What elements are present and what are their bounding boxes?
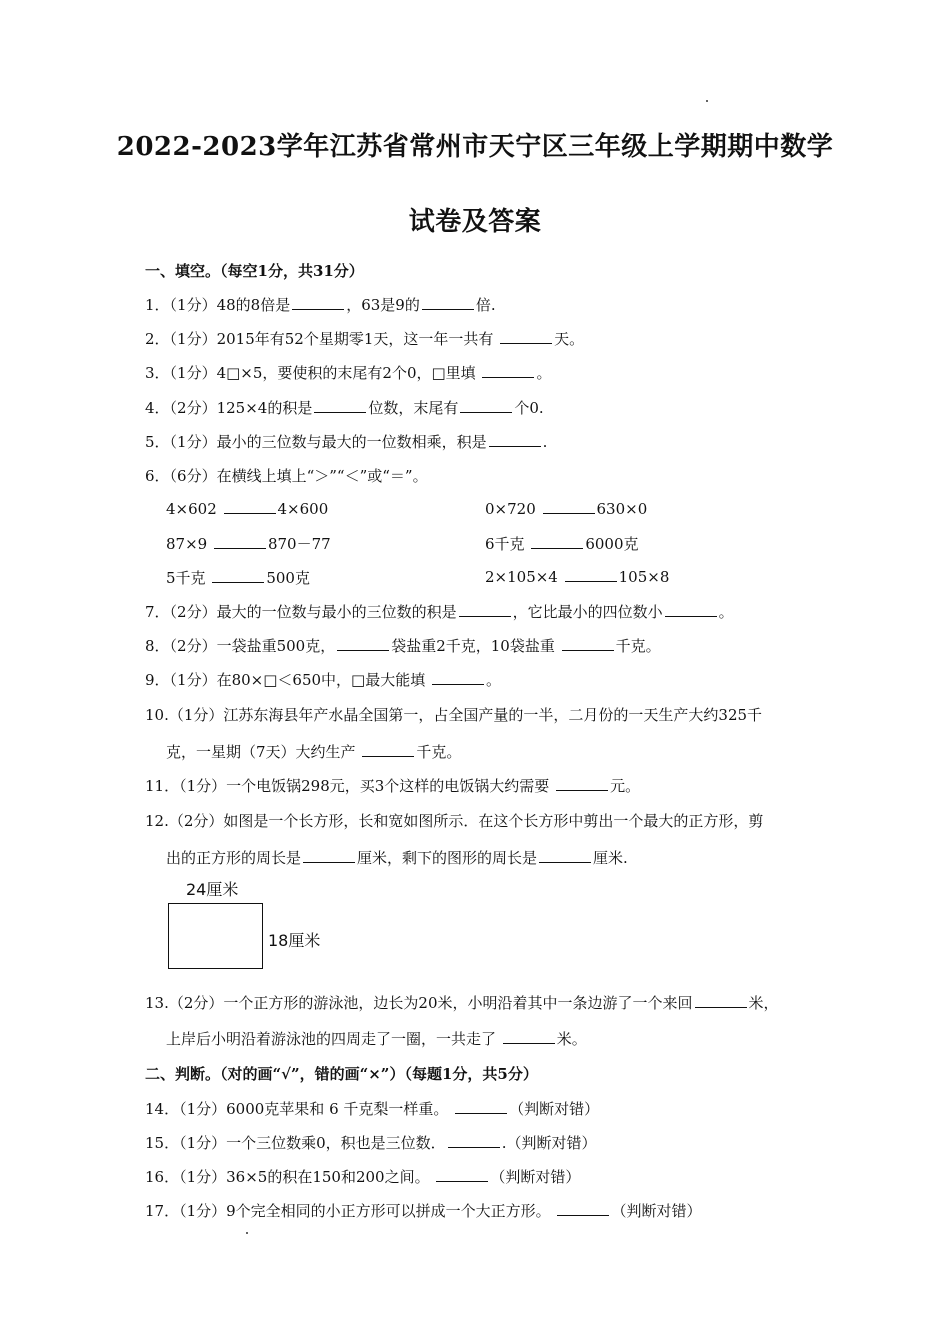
scan-dot: [706, 100, 708, 102]
answer-blank[interactable]: [303, 848, 355, 863]
rectangle-shape: [168, 903, 263, 969]
question-13-cont: 上岸后小明沿着游泳池的四周走了一圈，一共走了 米。: [166, 1030, 587, 1048]
question-3: 3．（1分）4□×5，要使积的末尾有2个0，□里填 。: [145, 364, 552, 382]
page-title-line2: 试卷及答案: [408, 207, 542, 237]
answer-blank[interactable]: [531, 534, 583, 549]
question-13: 13.（2分）一个正方形的游泳池，边长为20米，小明沿着其中一条边游了一个来回 米，: [145, 994, 779, 1012]
answer-blank[interactable]: [422, 295, 474, 310]
question-15: 15．（1分）一个三位数乘0，积也是三位数． .（判断对错）: [145, 1134, 597, 1152]
question-4: 4．（2分）125×4的积是 位数，末尾有 个0.: [145, 399, 544, 417]
answer-blank[interactable]: [455, 1099, 507, 1114]
question-10-cont: 克，一星期（7天）大约生产 千克。: [166, 743, 462, 761]
rectangle-length-label: 24厘米: [186, 880, 239, 899]
question-14: 14．（1分）6000克苹果和 6 千克梨一样重。 （判断对错）: [145, 1100, 600, 1118]
compare-item: 87×9 870－77: [166, 535, 331, 553]
question-12: 12.（2分）如图是一个长方形，长和宽如图所示．在这个长方形中剪出一个最大的正方形，剪: [145, 812, 764, 830]
answer-blank[interactable]: [214, 534, 266, 549]
answer-blank[interactable]: [460, 398, 512, 413]
question-6: 6．（6分）在横线上填上“＞”“＜”或“＝”。: [145, 467, 428, 485]
answer-blank[interactable]: [500, 329, 552, 344]
question-11: 11．（1分）一个电饭锅298元，买3个这样的电饭锅大约需要 元。: [145, 777, 641, 795]
rectangle-figure: [166, 875, 336, 975]
answer-blank[interactable]: [314, 398, 366, 413]
answer-blank[interactable]: [503, 1029, 555, 1044]
compare-item: 5千克 500克: [166, 569, 310, 587]
question-2: 2．（1分）2015年有52个星期零1天，这一年一共有 天。: [145, 330, 585, 348]
section-1-heading: 一、填空。（每空1分，共31分）: [145, 262, 364, 280]
scan-dot: [246, 1232, 248, 1234]
question-17: 17．（1分）9个完全相同的小正方形可以拼成一个大正方形。 （判断对错）: [145, 1202, 702, 1220]
answer-blank[interactable]: [292, 295, 344, 310]
answer-blank[interactable]: [459, 602, 511, 617]
answer-blank[interactable]: [432, 670, 484, 685]
question-16: 16．（1分）36×5的积在150和200之间。 （判断对错）: [145, 1168, 581, 1186]
question-12-cont: 出的正方形的周长是 厘米，剩下的图形的周长是 厘米.: [166, 849, 628, 867]
compare-item: 0×720 630×0: [485, 500, 648, 518]
answer-blank[interactable]: [539, 848, 591, 863]
question-8: 8．（2分）一袋盐重500克， 袋盐重2千克，10袋盐重 千克。: [145, 637, 661, 655]
answer-blank[interactable]: [448, 1133, 500, 1148]
answer-blank[interactable]: [562, 636, 614, 651]
answer-blank[interactable]: [665, 602, 717, 617]
answer-blank[interactable]: [543, 499, 595, 514]
answer-blank[interactable]: [695, 993, 747, 1008]
question-7: 7．（2分）最大的一位数与最小的三位数的积是 ，它比最小的四位数小 。: [145, 603, 734, 621]
page-title-line1: 2022-2023学年江苏省常州市天宁区三年级上学期期中数学: [116, 132, 834, 162]
answer-blank[interactable]: [482, 363, 534, 378]
answer-blank[interactable]: [337, 636, 389, 651]
section-2-heading: 二、判断。（对的画“√”，错的画“×”）（每题1分，共5分）: [145, 1065, 538, 1083]
answer-blank[interactable]: [224, 499, 276, 514]
rectangle-width-label: 18厘米: [268, 931, 321, 950]
answer-blank[interactable]: [489, 432, 541, 447]
compare-item: 2×105×4 105×8: [485, 568, 670, 586]
compare-item: 6千克 6000克: [485, 535, 639, 553]
answer-blank[interactable]: [565, 567, 617, 582]
compare-item: 4×602 4×600: [166, 500, 329, 518]
answer-blank[interactable]: [212, 568, 264, 583]
answer-blank[interactable]: [362, 742, 414, 757]
answer-blank[interactable]: [436, 1167, 488, 1182]
question-5: 5．（1分）最小的三位数与最大的一位数相乘，积是 .: [145, 433, 548, 451]
question-1: 1．（1分）48的8倍是 ，63是9的 倍.: [145, 296, 496, 314]
answer-blank[interactable]: [557, 1201, 609, 1216]
answer-blank[interactable]: [556, 776, 608, 791]
question-10: 10.（1分）江苏东海县年产水晶全国第一，占全国产量的一半，二月份的一天生产大约325千: [145, 706, 763, 724]
question-9: 9．（1分）在80×□＜650中，□最大能填 。: [145, 671, 502, 689]
